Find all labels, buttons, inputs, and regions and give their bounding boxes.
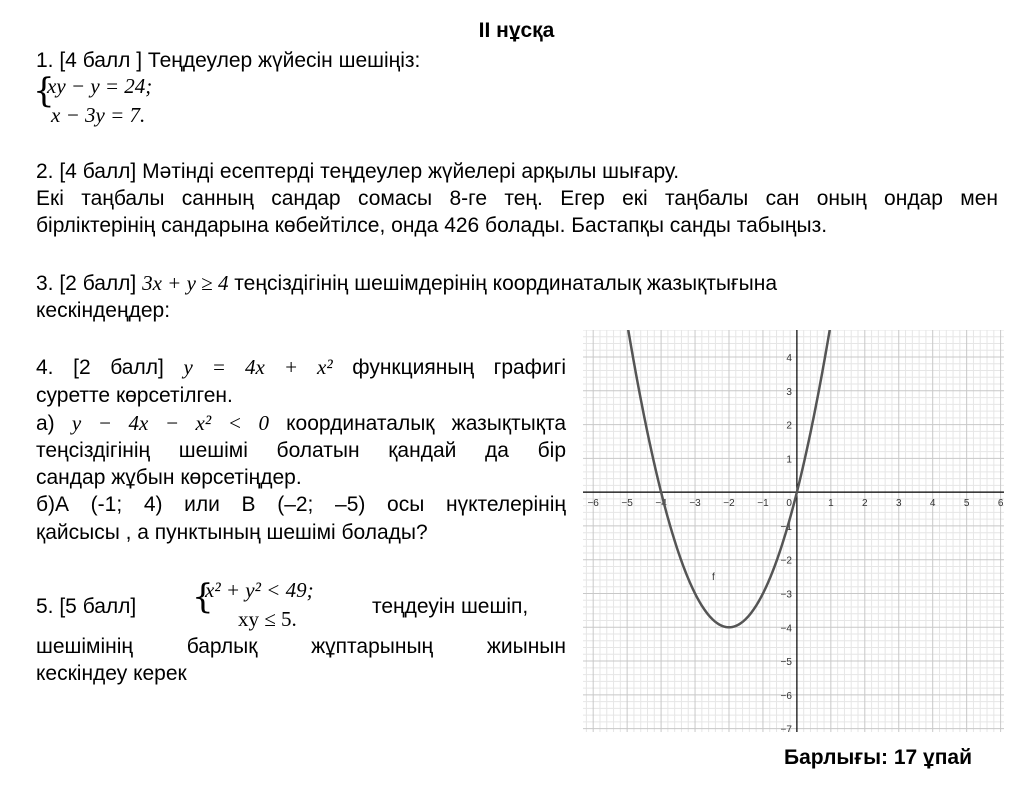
y-tick-label: 2 xyxy=(786,420,792,432)
q2-label: 2. [4 балл] Мәтінді есептерді теңдеулер жүйелері арқылы шығару. xyxy=(36,160,680,183)
x-tick-label: −4 xyxy=(655,498,667,510)
q5-line2: шешімінің барлық жұптарының жиынын xyxy=(36,635,566,658)
q4-line2: суретте көрсетілген. xyxy=(36,384,233,407)
x-tick-label: −1 xyxy=(757,498,769,510)
x-tick-label: −5 xyxy=(621,498,633,510)
q5-line3: кескіндеу керек xyxy=(36,662,187,685)
q5-eq2: xy ≤ 5. xyxy=(238,607,297,631)
page-title: II нұсқа xyxy=(478,19,555,42)
x-tick-label: 4 xyxy=(929,498,936,510)
q2-line2: бірліктерінің сандарына көбейтілсе, онда 426 болады. Бастапқы санды табыңыз. xyxy=(36,214,828,237)
q4-a-rest: координаталық жазықтықта xyxy=(286,412,567,435)
q4-b-line2: қайсысы , а пунктының шешімі болады? xyxy=(36,521,428,544)
q1-eq1: xy − y = 24; xyxy=(47,74,153,98)
q3-expr: 3x + y ≥ 4 xyxy=(142,271,229,295)
q4-b-line1: б)А (-1; 4) или В (–2; –5) осы нүктелерінің xyxy=(36,493,566,516)
q4-a-prefix: а) xyxy=(36,412,55,435)
x-tick-label: −2 xyxy=(723,498,735,510)
q4-func: y = 4x + x² xyxy=(183,355,333,379)
x-tick-label: 2 xyxy=(862,498,868,510)
y-tick-label: −7 xyxy=(780,724,792,732)
x-tick-label: 5 xyxy=(963,498,970,510)
q3-prefix: 3. [2 балл] xyxy=(36,272,137,295)
q3-line2: кескіндеңдер: xyxy=(36,299,171,322)
y-tick-label: −5 xyxy=(780,657,792,669)
origin-label: 0 xyxy=(786,498,792,510)
x-tick-label: 1 xyxy=(828,498,834,510)
q5-prefix: 5. [5 балл] xyxy=(36,595,137,618)
y-tick-label: 4 xyxy=(786,353,792,365)
y-tick-label: −1 xyxy=(780,521,792,533)
q4-a-line3: сандар жұбын көрсетіңдер. xyxy=(36,466,302,489)
x-tick-label: 6 xyxy=(997,498,1004,510)
q5-eq1: x² + y² < 49; xyxy=(205,578,314,602)
y-tick-label: 3 xyxy=(786,386,792,398)
parabola-graph xyxy=(583,330,1004,732)
x-tick-label: −6 xyxy=(587,498,599,510)
q4-a-line2: теңсіздігінің шешімі болатын қандай да бір xyxy=(36,439,566,462)
q4-a-line1 xyxy=(36,411,566,436)
y-tick-label: −6 xyxy=(780,690,792,702)
q3-line1 xyxy=(36,271,777,296)
q5-brace: { xyxy=(192,577,214,617)
y-tick-label: −3 xyxy=(780,589,792,601)
q3-line1-rest: теңсіздігінің шешімдерінің координаталық жазықтығына xyxy=(234,272,778,295)
q1-brace: { xyxy=(33,71,55,111)
q4-prefix: 4. [2 балл] xyxy=(36,356,164,379)
q4-line1 xyxy=(36,355,566,380)
y-tick-label: −2 xyxy=(780,555,792,567)
y-tick-label: −4 xyxy=(780,623,792,635)
q5-line1-rest: теңдеуін шешіп, xyxy=(372,595,529,618)
q4-a-expr: y − 4x − x² < 0 xyxy=(71,411,269,435)
q1-eq2: x − 3y = 7. xyxy=(51,103,146,127)
x-tick-label: 3 xyxy=(895,498,902,510)
total-score: Барлығы: 17 ұпай xyxy=(784,746,973,769)
x-tick-label: −3 xyxy=(689,498,701,510)
q1-label: 1. [4 балл ] Теңдеулер жүйесін шешіңіз: xyxy=(36,49,421,72)
q4-line1-rest: функцияның графигі xyxy=(352,356,567,379)
y-tick-label: 1 xyxy=(786,454,792,466)
curve-label: f xyxy=(712,571,715,583)
q2-line1: Екі таңбалы санның сандар сомасы 8-ге тең. Егер екі таңбалы сан оның ондар мен xyxy=(36,187,998,210)
